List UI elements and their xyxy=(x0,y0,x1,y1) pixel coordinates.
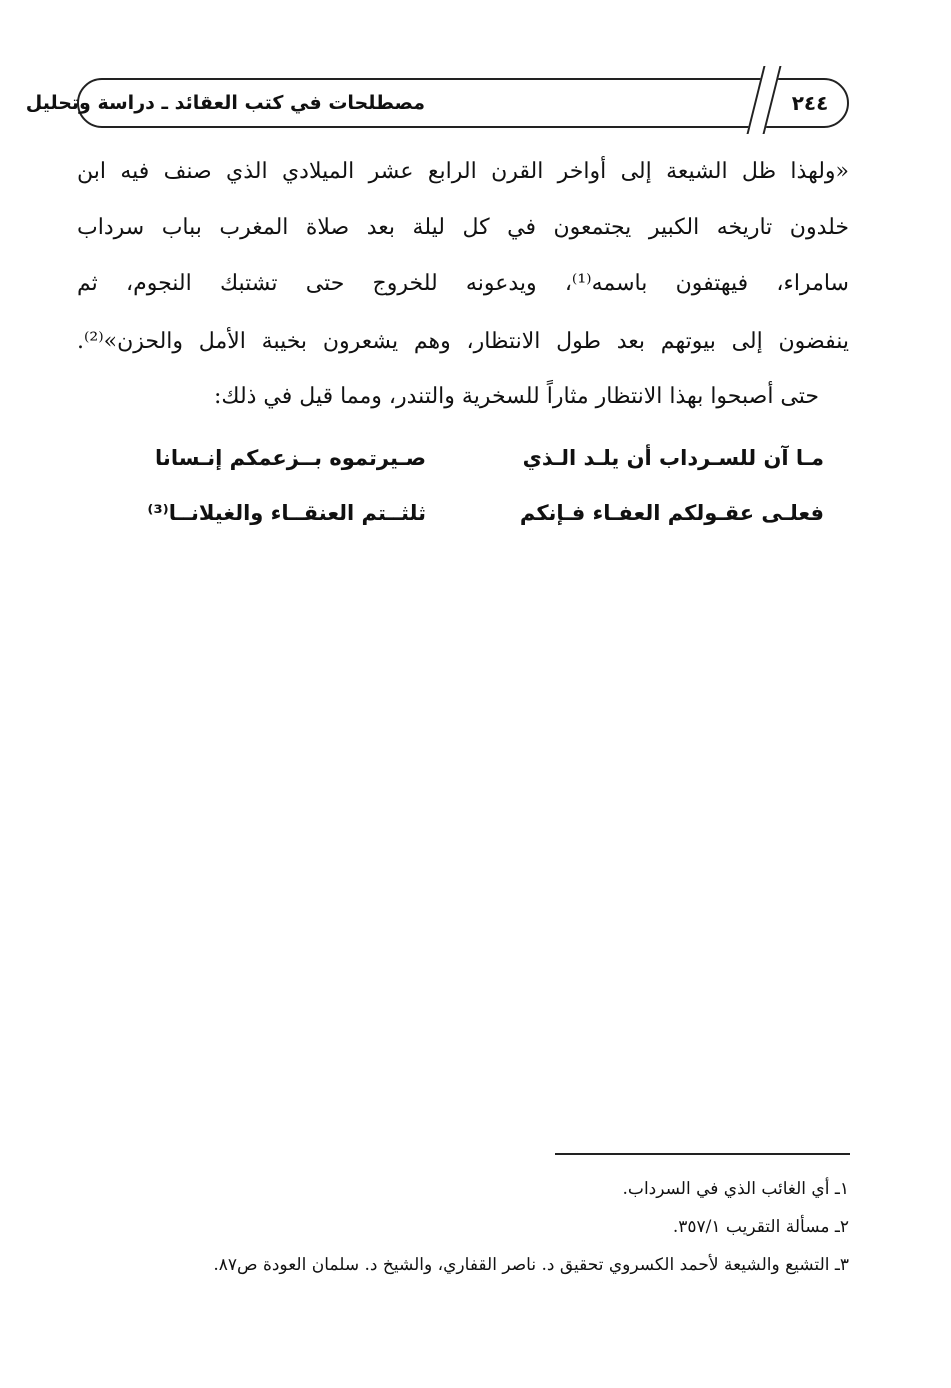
running-header-title: مصطلحات في كتب العقائد ـ دراسة وتحليل xyxy=(25,92,425,114)
poem-intro xyxy=(77,377,849,421)
page-number: ٢٤٤ xyxy=(791,91,829,115)
body-line: «ولهذا ظل الشيعة إلى أواخر القرن الرابع عشر الميلادي الذي صنف فيه ابن xyxy=(77,159,849,184)
footnote-2: ٢ـ مسألة التقريب ٣٥٧/١. xyxy=(672,1217,849,1237)
body-line: ينفضون إلى بيوتهم بعد طول الانتظار، وهم يشعرون بخيبة الأمل والحزن»⁽²⁾. xyxy=(77,329,849,354)
footnote-3: ٣ـ التشيع والشيعة لأحمد الكسروي تحقيق د. ناصر القفاري، والشيخ د. سلمان العودة ص٨٧. xyxy=(213,1255,849,1275)
poem-verse-2-first-hemistich: فعلـى عقـولكم العفـاء فـإنكم xyxy=(519,501,824,525)
poem-verse-1-first-hemistich: مـا آن للسـرداب أن يلـد الـذي xyxy=(522,446,824,470)
poem-verse-2-second-hemistich: ثلثــتم العنقــاء والغيلانــا⁽³⁾ xyxy=(147,501,426,525)
footnote-1: ١ـ أي الغائب الذي في السرداب. xyxy=(622,1179,849,1199)
poem-verse-1-second-hemistich: صـيرتموه بــزعمكم إنـسانا xyxy=(155,446,426,470)
body-line: سامراء، فيهتفون باسمه⁽¹⁾، ويدعونه للخروج حتى تشتبك النجوم، ثم xyxy=(77,271,849,296)
poem-intro-line: حتى أصبحوا بهذا الانتظار مثاراً للسخرية والتندر، ومما قيل في ذلك: xyxy=(213,384,819,409)
body-paragraph xyxy=(77,152,849,372)
body-line: خلدون تاريخه الكبير يجتمعون في كل ليلة بعد صلاة المغرب بباب سرداب xyxy=(77,215,849,240)
footnote-separator xyxy=(555,1153,850,1155)
